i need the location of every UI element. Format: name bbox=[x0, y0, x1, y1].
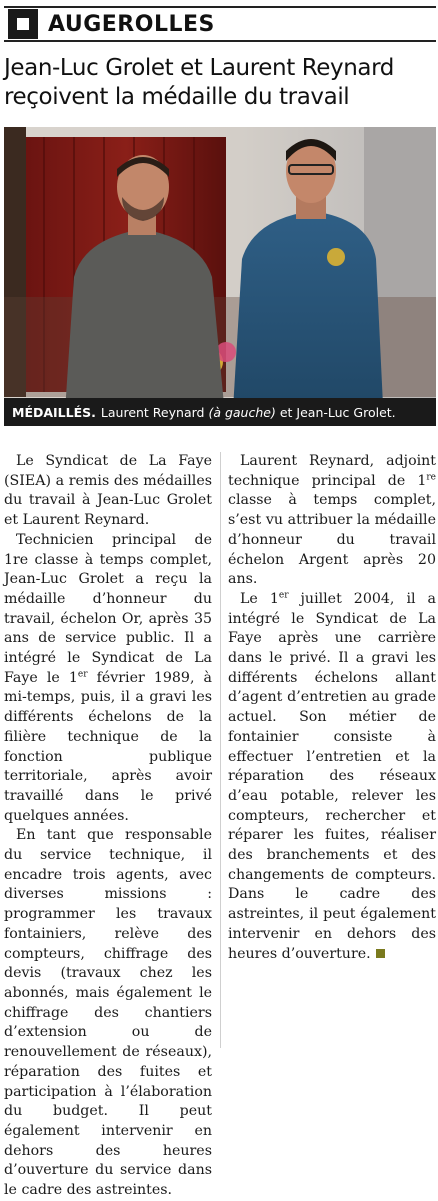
article-column-left bbox=[4, 452, 212, 1199]
caption-lead: MÉDAILLÉS. bbox=[12, 404, 96, 420]
article-photo bbox=[4, 127, 436, 426]
paragraph-intro: Le Syndicat de La Faye (SIEA) a remis des médailles du travail à Jean-Luc Grolet et Laurent Reynard. bbox=[4, 453, 212, 529]
article-column-right bbox=[228, 452, 436, 1048]
superscript-re: re bbox=[426, 471, 436, 482]
column-divider bbox=[220, 452, 221, 1048]
photo-caption bbox=[4, 398, 436, 426]
headline-line-2: reçoivent la médaille du travail bbox=[4, 84, 350, 110]
section-label: AUGEROLLES bbox=[48, 11, 215, 37]
end-square-icon bbox=[376, 949, 385, 958]
paragraph-grolet-missions: En tant que responsable du service technique, il encadre trois agents, avec diverses missions : programmer les travaux fontainiers, relève des compteurs, chiffrage des devis (travaux chez les abonnés, mais également le chiffrage des chantiers d’extension ou de renouvellement de réseaux), réparation des fuites et participation à l’élaboration du budget. Il peut également intervenir en dehors des heures d’ouverture du service dans le cadre des astreintes. bbox=[4, 827, 212, 1199]
caption-italic: (à gauche) bbox=[208, 404, 276, 420]
caption-text-2: et Jean-Luc Grolet. bbox=[279, 404, 396, 420]
headline-line-1: Jean-Luc Grolet et Laurent Reynard bbox=[4, 55, 394, 81]
paragraph-grolet-part-1: Technicien principal de 1re classe à temps complet, Jean-Luc Grolet a reçu la médaille d’honneur du travail, échelon Or, après 35 ans de service public. Il a intégré le Syndicat de La Faye le 1 bbox=[4, 531, 212, 686]
paragraph-reynard-career bbox=[228, 590, 436, 964]
paragraph-reynard-career-part-1: Le 1 bbox=[240, 590, 279, 607]
superscript-er-2: er bbox=[278, 590, 289, 601]
paragraph-reynard-part-2: classe à temps complet, s’est vu attribuer la médaille d’honneur du travail échelon Argent après 20 ans. bbox=[228, 492, 436, 588]
section-header bbox=[4, 6, 436, 42]
square-icon bbox=[8, 9, 38, 39]
paragraph-grolet-career bbox=[4, 531, 212, 827]
portrait-photo-icon bbox=[4, 127, 436, 426]
article-body bbox=[4, 452, 437, 1199]
paragraph-reynard-medal bbox=[228, 452, 436, 590]
paragraph-grolet-part-2: février 1989, à mi-temps, puis, il a gravi les différents échelons de la filière technique de la fonction publique territoriale, après avoir travaillé dans le privé quelques années. bbox=[4, 669, 212, 824]
article-headline bbox=[4, 54, 436, 112]
paragraph-reynard-part-1: Laurent Reynard, adjoint technique principal de 1 bbox=[228, 453, 436, 489]
superscript-er-1: er bbox=[77, 669, 88, 679]
paragraph-reynard-career-part-2: juillet 2004, il a intégré le Syndicat de La Faye après une carrière dans le privé. Il a gravi les différents échelons allant d’agent d’entretien au grade actuel. Son métier de fontainier consiste à effectuer l’entretien et la réparation des réseaux d’eau potable, relever les compteurs, rechercher et réparer les fuites, réaliser des branchements et des changements de compteurs. Dans le cadre des astreintes, il peut également intervenir en dehors des heures d’ouverture. bbox=[228, 590, 437, 962]
caption-text-1: Laurent Reynard bbox=[100, 404, 205, 420]
